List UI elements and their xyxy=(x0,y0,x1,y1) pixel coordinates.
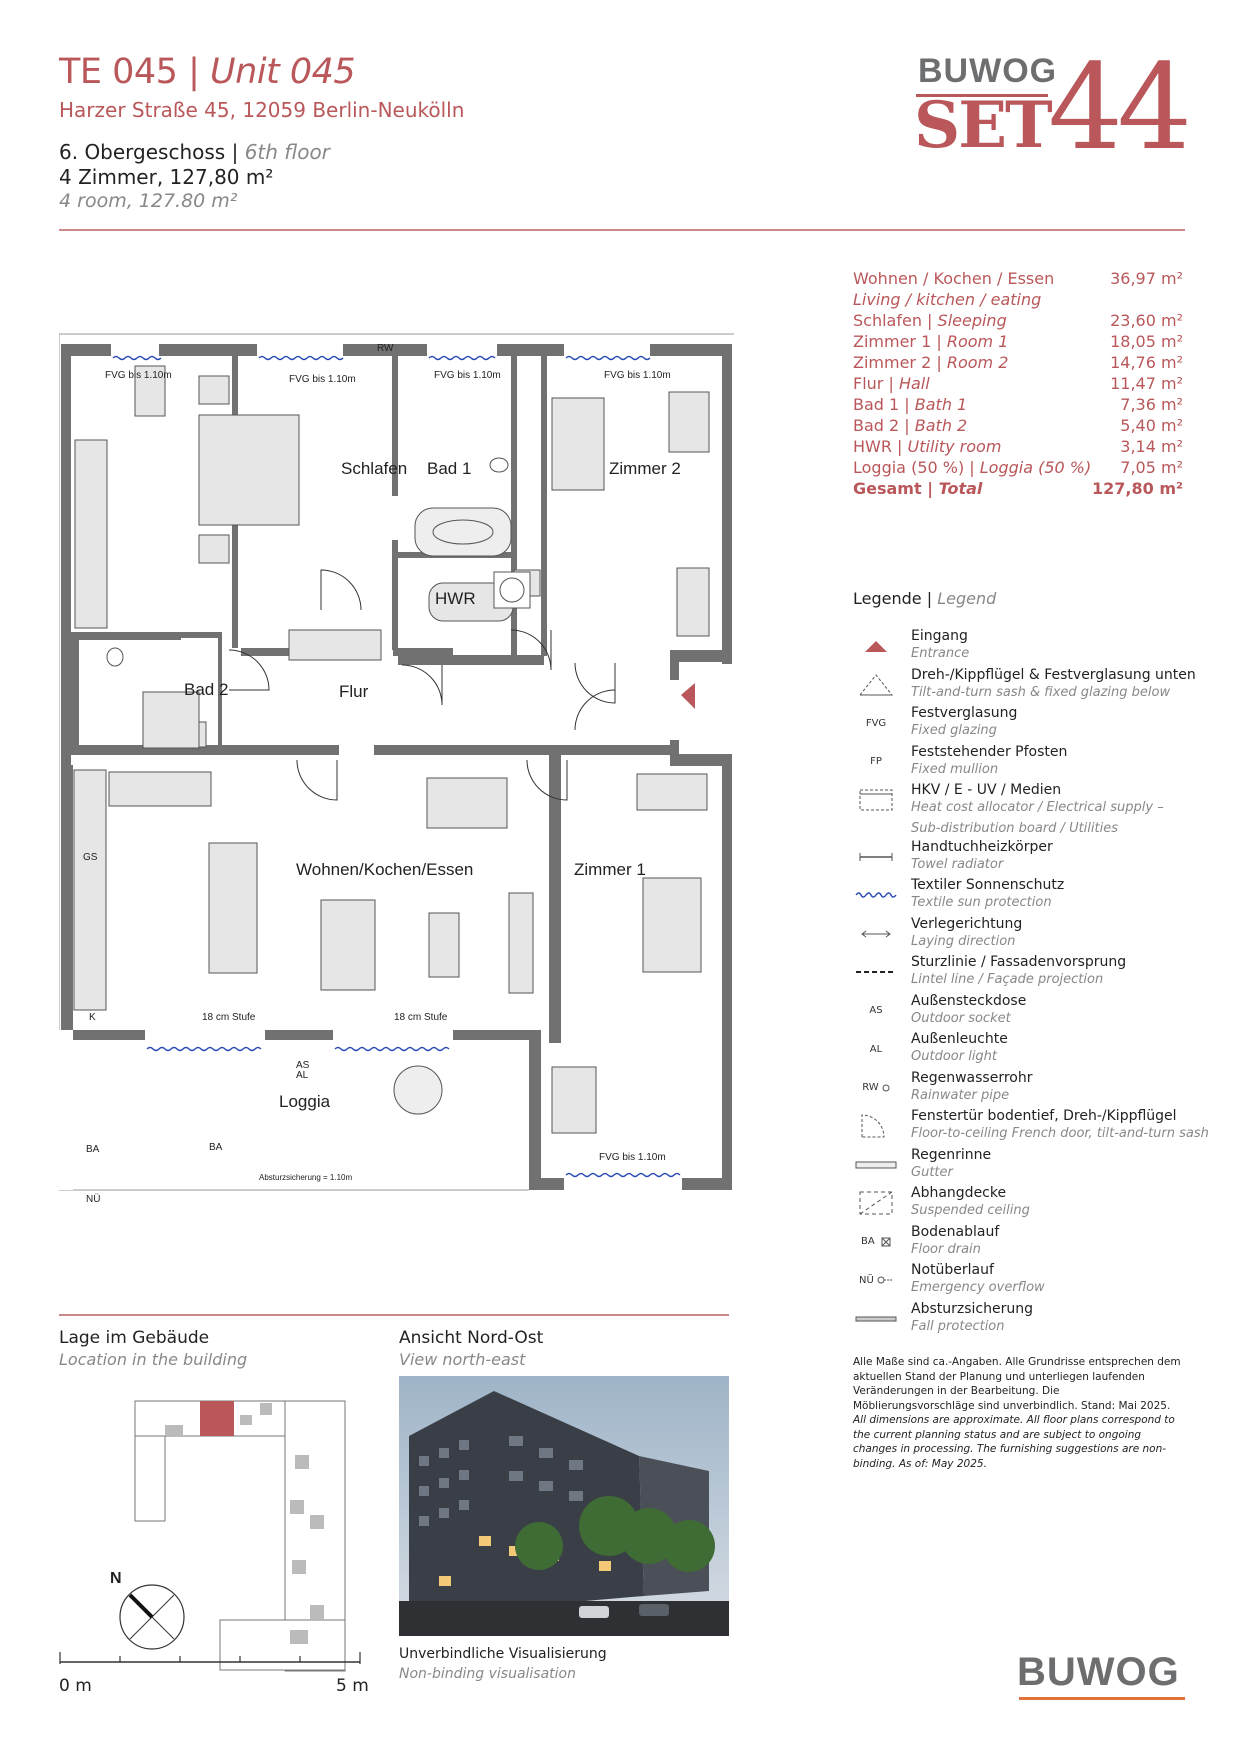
legend-code-text: NÜ xyxy=(859,1274,874,1286)
area-label-de: Flur xyxy=(853,374,884,393)
as-label: AS xyxy=(296,1060,310,1071)
laying-direction-icon xyxy=(853,918,899,950)
stufe-label: 18 cm Stufe xyxy=(394,1012,448,1023)
toilet-icon xyxy=(107,648,123,666)
area-label-en: Living / kitchen / eating xyxy=(853,290,1042,309)
area-value: 7,36 m² xyxy=(1120,395,1183,414)
disclaimer-de: Alle Maße sind ca.-Angaben. Alle Grundrisse entsprechen dem aktuellen Stand der Planung und unterliegen laufenden Veränderungen in der Bearbeitung. Die Möblierungsvorschläge sind unverbindlich. Stand: Mai 2025. xyxy=(853,1356,1181,1412)
unit-highlight xyxy=(200,1401,234,1436)
area-row xyxy=(853,478,1183,499)
entrance-triangle-icon xyxy=(681,683,695,709)
area-row xyxy=(853,310,1183,331)
legend-item xyxy=(853,839,1213,878)
area-label: Zimmer 1 | Room 1 xyxy=(853,332,1009,351)
absturz-label: Absturzsicherung = 1.10m xyxy=(259,1173,353,1182)
floor-plan xyxy=(59,330,739,1220)
legend-item xyxy=(853,1224,1213,1263)
legend-label-en: Towel radiator xyxy=(911,856,1004,872)
legend-label-de: Bodenablauf xyxy=(911,1223,1000,1240)
legend xyxy=(853,628,1213,1339)
scale-start: 0 m xyxy=(59,1676,92,1696)
area-label: Bad 2 | Bath 2 xyxy=(853,416,968,435)
view-caption: Unverbindliche Visualisierung xyxy=(399,1646,607,1662)
footer-logo: BUWOG xyxy=(1017,1650,1180,1694)
room-label-schlafen: Schlafen xyxy=(341,459,408,478)
legend-label-en: Laying direction xyxy=(911,933,1016,949)
legend-code-text: AL xyxy=(869,1043,883,1055)
legend-item xyxy=(853,744,1213,783)
legend-title-de: Legende xyxy=(853,589,922,608)
legend-label-de: Notüberlauf xyxy=(911,1262,994,1278)
legend-label-de: Regenwasserrohr xyxy=(911,1069,1033,1086)
rooms-de: 4 Zimmer, 127,80 m² xyxy=(59,165,274,189)
legend-item xyxy=(853,1301,1213,1340)
bathtub xyxy=(415,508,511,556)
legend-label-de: Handtuchheizkörper xyxy=(911,838,1053,855)
legend-label-de: Fenstertür bodentief, Dreh-/Kippflügel xyxy=(911,1108,1177,1124)
legend-code xyxy=(853,995,899,1027)
logo-brand: BUWOG xyxy=(918,52,1058,90)
area-table xyxy=(853,268,1183,499)
suspended-ceiling-icon xyxy=(853,1187,899,1219)
area-label-en: Room 1 xyxy=(946,332,1009,351)
area-label-de: Zimmer 1 xyxy=(853,332,932,351)
ba-label: BA xyxy=(209,1142,223,1153)
legend-code-text: RW xyxy=(862,1082,879,1093)
area-label: Flur | Hall xyxy=(853,374,930,393)
area-label-en: Loggia (50 %) xyxy=(979,458,1092,477)
nu-label: NÜ xyxy=(86,1194,101,1205)
area-label-de: Schlafen xyxy=(853,311,922,330)
legend-label-de: Sturzlinie / Fassadenvorsprung xyxy=(911,954,1127,970)
legend-title: Legende | Legend xyxy=(853,589,997,608)
area-label-de: Bad 1 xyxy=(853,395,900,414)
address: Harzer Straße 45, 12059 Berlin-Neukölln xyxy=(59,98,465,122)
area-value: 11,47 m² xyxy=(1110,374,1183,393)
legend-label-de: Regenrinne xyxy=(911,1146,992,1163)
area-row xyxy=(853,415,1183,436)
entrance-triangle-icon xyxy=(853,630,899,662)
legend-item xyxy=(853,1031,1213,1070)
area-value: 14,76 m² xyxy=(1110,353,1183,372)
area-label: HWR | Utility room xyxy=(853,437,1002,456)
disclaimer xyxy=(853,1355,1183,1471)
legend-label-de: Außenleuchte xyxy=(911,1031,1008,1047)
legend-label-de: Abhangdecke xyxy=(911,1185,1007,1201)
area-value: 127,80 m² xyxy=(1092,479,1183,498)
legend-code-text: FVG xyxy=(865,717,887,729)
view-title-en: View north-east xyxy=(399,1350,526,1369)
gutter-icon xyxy=(853,1149,899,1181)
hwr-unit xyxy=(494,572,530,608)
fvg-label: FVG bis 1.10m xyxy=(434,370,501,381)
legend-label-en: Emergency overflow xyxy=(911,1280,1045,1295)
area-value: 23,60 m² xyxy=(1110,311,1183,330)
legend-label-de: Eingang xyxy=(911,628,968,644)
legend-item xyxy=(853,1108,1213,1147)
toilet-icon xyxy=(490,458,508,472)
title-separator: | xyxy=(188,52,200,92)
north-arrow-icon xyxy=(130,1595,152,1617)
floor-label: 6. Obergeschoss | 6th floor xyxy=(59,140,330,164)
building-visualisation xyxy=(399,1376,729,1636)
hkv-icon xyxy=(853,784,899,816)
legend-label-de: Festverglasung xyxy=(911,705,1018,721)
area-label-de: Gesamt xyxy=(853,479,922,498)
area-row xyxy=(853,457,1183,478)
fvg-label: FVG bis 1.10m xyxy=(105,370,172,381)
legend-label-de: Feststehender Pfosten xyxy=(911,743,1068,760)
french-door-icon xyxy=(853,1110,899,1142)
legend-label-en: Sub-distribution board / Utilities xyxy=(911,820,1118,836)
tilt-turn-icon xyxy=(853,669,899,701)
legend-label-en: Floor drain xyxy=(911,1241,981,1257)
legend-item xyxy=(853,1147,1213,1186)
room-label-hwr: HWR xyxy=(435,589,476,608)
room-label-zimmer2: Zimmer 2 xyxy=(609,459,681,478)
rw-label: RW xyxy=(377,343,394,354)
legend-title-en: Legend xyxy=(937,589,997,608)
legend-code xyxy=(853,707,899,739)
legend-code-text: BA xyxy=(860,1236,875,1247)
legend-item xyxy=(853,1262,1213,1301)
fvg-label: FVG bis 1.10m xyxy=(289,374,356,385)
legend-item xyxy=(853,1185,1213,1224)
area-row xyxy=(853,331,1183,352)
area-label: Bad 1 | Bath 1 xyxy=(853,395,968,414)
area-value: 36,97 m² xyxy=(1110,269,1183,288)
room-label-wohnen: Wohnen/Kochen/Essen xyxy=(296,860,474,879)
legend-label-en: Outdoor socket xyxy=(911,1010,1011,1026)
loggia-table xyxy=(394,1066,442,1114)
area-label-de: Loggia (50 %) xyxy=(853,458,965,477)
logo-number: 44 xyxy=(1048,38,1187,176)
unit-number-en: Unit 045 xyxy=(210,52,356,92)
bottom-divider xyxy=(59,1314,729,1316)
area-row xyxy=(853,289,1183,310)
area-label-en: Hall xyxy=(898,374,930,393)
area-label-de: Bad 2 xyxy=(853,416,900,435)
area-label xyxy=(853,268,1054,289)
rooms-en: 4 room, 127.80 m² xyxy=(59,190,238,212)
legend-item xyxy=(853,1070,1213,1109)
towel-radiator-icon xyxy=(853,841,899,873)
north-label: N xyxy=(110,1570,122,1587)
unit-number-de: TE 045 xyxy=(59,52,178,92)
legend-label-de: HKV / E - UV / Medien xyxy=(911,782,1062,798)
area-value: 5,40 m² xyxy=(1120,416,1183,435)
floor-en: 6th floor xyxy=(244,140,330,164)
legend-label-en: Textile sun protection xyxy=(911,895,1052,910)
area-value: 3,14 m² xyxy=(1120,437,1183,456)
logo-set: SET xyxy=(914,88,1051,163)
legend-item xyxy=(853,877,1213,916)
view-caption-en: Non-binding visualisation xyxy=(399,1666,576,1682)
room-label-loggia: Loggia xyxy=(279,1092,331,1111)
area-label-en: Bath 2 xyxy=(914,416,968,435)
legend-label-en: Floor-to-ceiling French door, tilt-and-turn sash xyxy=(911,1126,1209,1141)
stufe-label: 18 cm Stufe xyxy=(202,1012,256,1023)
floor-de: 6. Obergeschoss xyxy=(59,140,226,164)
area-label-en: Utility room xyxy=(907,437,1002,456)
legend-label-de: Absturzsicherung xyxy=(911,1300,1033,1317)
area-row xyxy=(853,394,1183,415)
legend-item xyxy=(853,628,1213,667)
legend-item xyxy=(853,993,1213,1032)
legend-label-de: Außensteckdose xyxy=(911,992,1027,1009)
area-value: 7,05 m² xyxy=(1120,458,1183,477)
legend-code xyxy=(853,1264,899,1296)
legend-label-en: Heat cost allocator / Electrical supply – xyxy=(911,800,1164,815)
legend-label-en: Fixed glazing xyxy=(911,723,997,738)
legend-label-en: Fixed mullion xyxy=(911,761,999,777)
area-label xyxy=(853,289,1041,310)
legend-label-en: Rainwater pipe xyxy=(911,1087,1010,1103)
area-label-en: Total xyxy=(938,479,983,498)
room-label-zimmer1: Zimmer 1 xyxy=(574,860,646,879)
legend-label-en: Suspended ceiling xyxy=(911,1203,1030,1218)
legend-code xyxy=(853,1226,899,1258)
area-row xyxy=(853,373,1183,394)
area-label-en: Room 2 xyxy=(946,353,1009,372)
fvg-label: FVG bis 1.10m xyxy=(604,370,671,381)
sun-protection-icon xyxy=(853,879,899,911)
room-label-bad2: Bad 2 xyxy=(184,680,229,699)
legend-label-en: Tilt-and-turn sash & fixed glazing below xyxy=(911,684,1171,700)
location-title-en: Location in the building xyxy=(59,1350,248,1369)
legend-code-text: AS xyxy=(869,1005,883,1016)
scale-end: 5 m xyxy=(336,1676,369,1696)
legend-label-en: Outdoor light xyxy=(911,1049,998,1064)
gs-label: GS xyxy=(83,852,98,863)
area-label-de: Wohnen / Kochen / Essen xyxy=(853,269,1055,288)
k-label: K xyxy=(89,1012,96,1023)
legend-label-en: Fall protection xyxy=(911,1318,1005,1334)
legend-code xyxy=(853,746,899,778)
area-label: Zimmer 2 | Room 2 xyxy=(853,353,1009,372)
area-label-de: HWR xyxy=(853,437,892,456)
area-label: Gesamt | Total xyxy=(853,479,983,498)
area-label: Schlafen | Sleeping xyxy=(853,311,1007,330)
legend-label-de: Textiler Sonnenschutz xyxy=(911,877,1065,893)
legend-label-de: Dreh-/Kippflügel & Festverglasung unten xyxy=(911,666,1196,683)
location-title: Lage im Gebäude xyxy=(59,1328,210,1348)
legend-item xyxy=(853,916,1213,955)
legend-code-text: FP xyxy=(870,756,882,767)
area-label-en: Bath 1 xyxy=(914,395,968,414)
location-map xyxy=(110,1395,350,1675)
room-label-bad1: Bad 1 xyxy=(427,459,472,478)
legend-label-en: Gutter xyxy=(911,1164,953,1180)
area-label-de: Zimmer 2 xyxy=(853,353,932,372)
footer-logo-line xyxy=(1019,1697,1185,1700)
scale-bar xyxy=(59,1650,369,1670)
area-row xyxy=(853,352,1183,373)
legend-label-en: Entrance xyxy=(911,646,970,661)
al-label: AL xyxy=(296,1070,309,1081)
legend-item xyxy=(853,782,1213,821)
area-row xyxy=(853,436,1183,457)
view-title: Ansicht Nord-Ost xyxy=(399,1328,544,1348)
unit-title xyxy=(59,52,355,92)
legend-label-en: Lintel line / Façade projection xyxy=(911,972,1104,987)
room-label-flur: Flur xyxy=(339,682,369,701)
legend-item xyxy=(853,821,1213,839)
lintel-line-icon xyxy=(853,956,899,988)
legend-item xyxy=(853,705,1213,744)
fall-protection-icon xyxy=(853,1303,899,1335)
area-label-en: Sleeping xyxy=(937,311,1007,330)
fvg-label: FVG bis 1.10m xyxy=(599,1152,666,1163)
legend-label-de: Verlegerichtung xyxy=(911,915,1023,932)
legend-item xyxy=(853,954,1213,993)
area-row xyxy=(853,268,1183,289)
area-label: Loggia (50 %) | Loggia (50 %) xyxy=(853,458,1092,477)
area-value: 18,05 m² xyxy=(1110,332,1183,351)
legend-item xyxy=(853,667,1213,706)
header-divider xyxy=(59,229,1185,231)
disclaimer-en: All dimensions are approximate. All floor plans correspond to the current planning status and are subject to ongoing changes in processing. The furnishing suggestions are non-binding. As of: May 2025. xyxy=(853,1414,1175,1470)
legend-code xyxy=(853,1033,899,1065)
legend-code xyxy=(853,1072,899,1104)
ba-label: BA xyxy=(86,1144,100,1155)
